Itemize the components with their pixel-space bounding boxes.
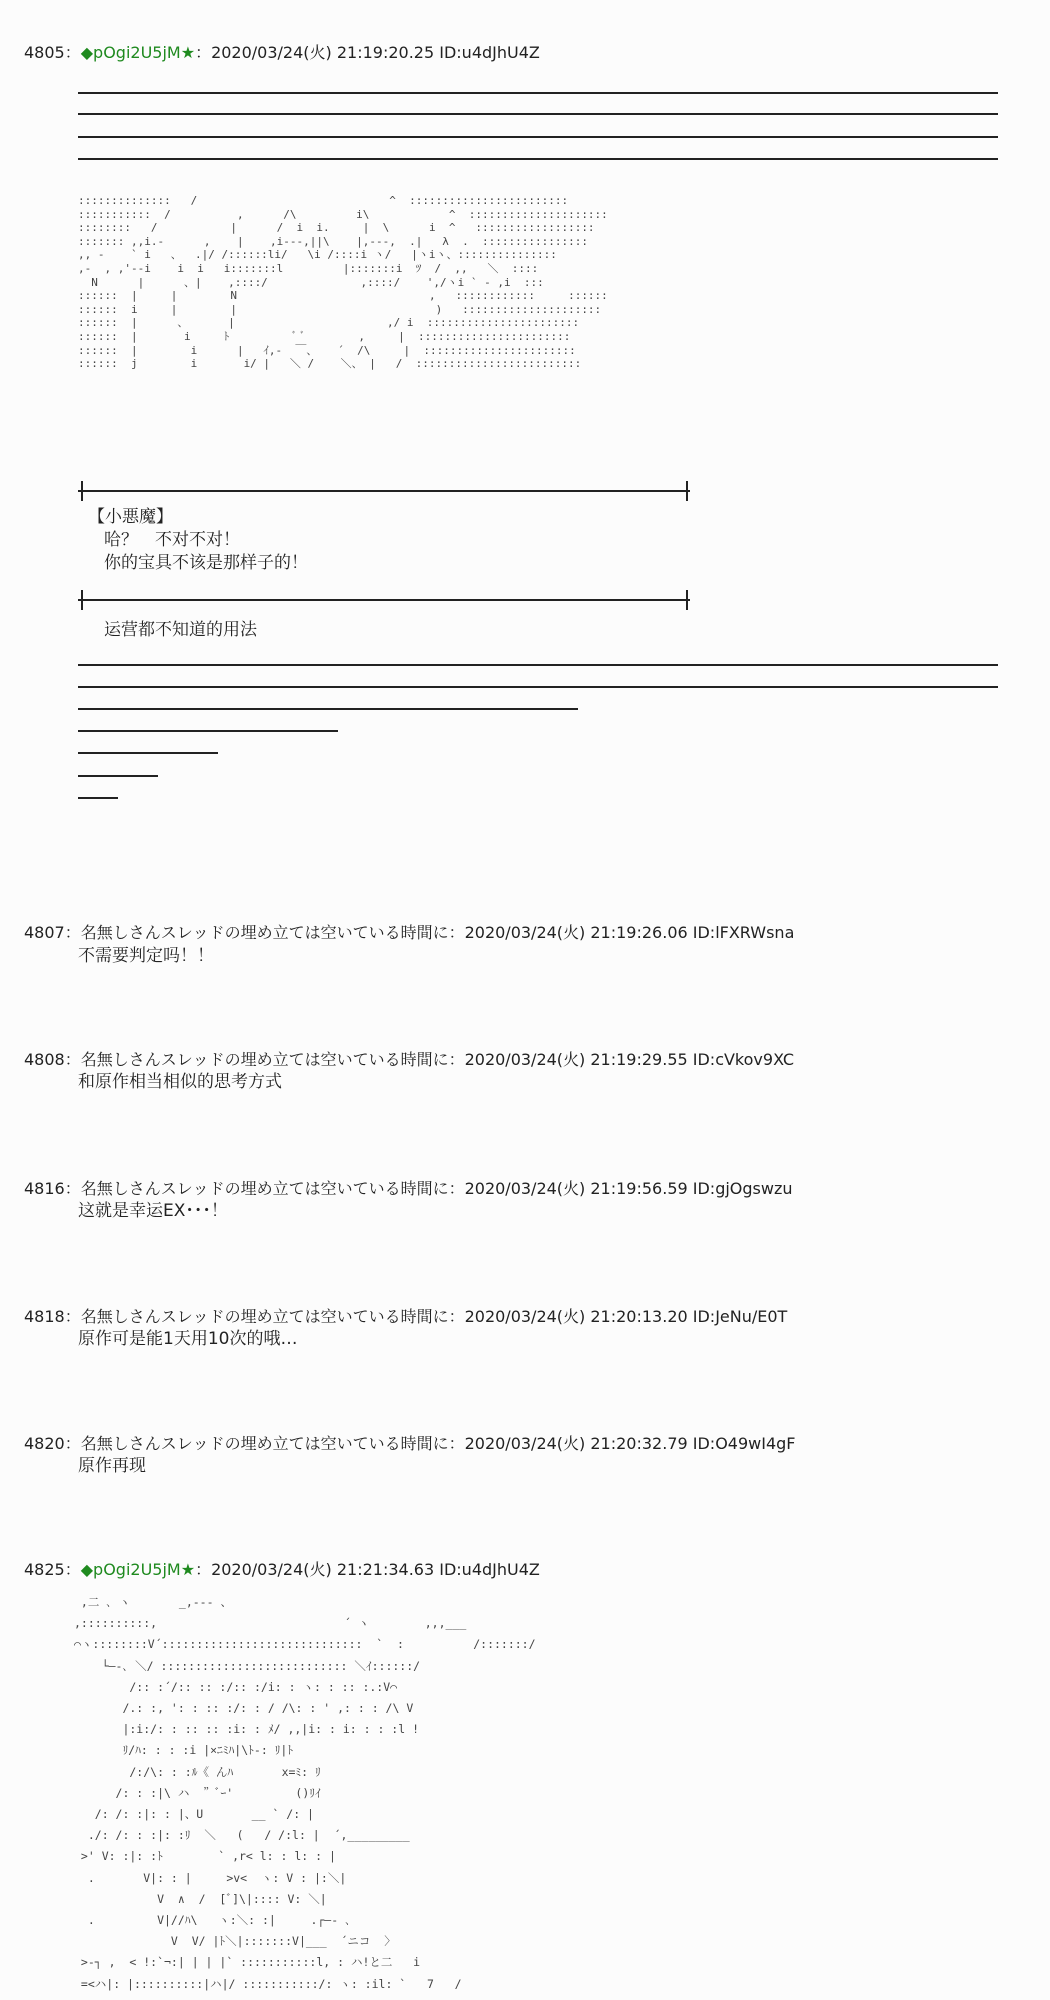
- separator-line: [78, 113, 998, 115]
- separator-line: [78, 730, 338, 732]
- separator-line: [78, 752, 218, 754]
- post-meta: ：2020/03/24(火) 21:20:32.79 ID:O49wI4gF: [448, 1434, 796, 1453]
- post-number[interactable]: 4818: [24, 1307, 65, 1326]
- author-name: 名無しさんスレッドの埋め立ては空いている時間に: [80, 1434, 449, 1453]
- separator-line: [78, 92, 998, 94]
- dialogue-line: 哈？ 不对不对！: [104, 530, 240, 550]
- star-icon: ★: [180, 1560, 196, 1579]
- post-number[interactable]: 4805: [24, 43, 65, 62]
- post-meta: ：2020/03/24(火) 21:20:13.20 ID:JeNu/E0T: [448, 1307, 788, 1326]
- post-number[interactable]: 4816: [24, 1179, 65, 1198]
- post-meta: ：2020/03/24(火) 21:19:26.06 ID:lFXRWsna: [448, 923, 795, 942]
- separator-line: [78, 136, 998, 138]
- post-header-4818: 4818：名無しさんスレッドの埋め立ては空いている時間に：2020/03/24(火) 21:20:13.20 ID:JeNu/E0T: [24, 1307, 788, 1326]
- author-trip: ◆pOgi2U5jM: [80, 43, 181, 62]
- post-meta: ：2020/03/24(火) 21:21:34.63 ID:u4dJhU4Z: [195, 1560, 540, 1579]
- ascii-art-panel: :::::::::::::: / ^ :::::::::::::::::::::::: ::::::::::: / , /\ i\ ^ ::::::::::::::::::::: :::::::: / | / i i. | \ i ^ :::::::::::::::::: ::::::: ,,i.- , | ,i---,||\ |,---, .| λ . :::::::::::::::: ,, - ` i 、 .|/ /::::::li/ \i /::::i ヽ/ |ヽiヽ、::::::::::::::: ,- , ,'--i i i i:::::::l |:::::::i ﾂ / ,, ＼ :::: N | 、| ,::::/ ,::::/ ',/ヽi ` - ,i ::: :::::: | | N , :::::::::::: :::::: :::::: i | | ) ::::::::::::::::::::: :::::: | 、 | ,/ i ::::::::::::::::::::::: :::::: | i ﾄ ﾞ ﾞ , | ::::::::::::::::::::::: :::::: | i | ｲ,- ￣、 ´ /\ | ::::::::::::::::::::::: :::::: j i i/ | ＼ / ＼、 | / :::::::::::::::::::::::::: [78, 194, 608, 371]
- separator-line: [78, 708, 578, 710]
- post-body: 不需要判定吗！！: [78, 946, 214, 966]
- post-header-4816: 4816：名無しさんスレッドの埋め立ては空いている時間に：2020/03/24(火) 21:19:56.59 ID:gjOgswzu: [24, 1179, 793, 1198]
- post-body: 原作再现: [78, 1456, 146, 1476]
- post-header-4825: 4825：◆pOgi2U5jM★：2020/03/24(火) 21:21:34.63 ID:u4dJhU4Z: [24, 1560, 540, 1579]
- author-name: 名無しさんスレッドの埋め立ては空いている時間に: [80, 923, 449, 942]
- ascii-art-character: ,二 ､ ヽ _,--- 、 ,::::::::::, ´ ヽ ,,,___ ⌒ヽ::::::::V´::::::::::::::::::::::::::::: ` : /:::::::/ └―-､ ＼/ ::::::::::::::::::::::::::: ＼ｲ::::::/ /:: :´/:: :: :/:: :/i: : ヽ: : :: :.:V⌒ /.: :, ': : :: :/: : / /\: : ' ,: : : /\ V |:i:/: : :: :: :i: : ﾒ/ ,,|i: : i: : : :l ! ﾘ/ﾊ: : : :i |×ﾆﾐﾊ|\ﾄ-: ﾘ|ﾄ /:/\: : :ﾙ《 んﾊ x=ﾐ: ﾘ /: : :|\ ハ ”ﾞｰ' ()ﾘｲ /: /: :|: : |、U __ ` /: | ./: /: : :|: :ﾘ ＼ ( / /:l: | ´,_________ >' V: :|: :ﾄ ` ,r< l: : l: : | . V|: : | >v< ヽ: V : |:＼| V ∧ / [ﾞ]\|:::: V: ＼| . V|//ﾊ\ ヽ:＼: :| .┌―- ､ V V/ |ﾄ＼|:::::::V|___ ´ニコ 〉 >-┐ , < !:`¬:| | | |` :::::::::::l, : ハ!と二 i =<ハ|: |::::::::::|ハ|/ :::::::::::/: ヽ: :il: ` 7 /: [74, 1595, 536, 1991]
- dialogue-box-border: [78, 490, 690, 492]
- box-corner: [686, 590, 688, 610]
- narration-text: 运营都不知道的用法: [104, 620, 257, 640]
- box-corner: [686, 481, 688, 501]
- separator-line: [78, 158, 998, 160]
- post-number[interactable]: 4808: [24, 1050, 65, 1069]
- post-body: 和原作相当相似的思考方式: [78, 1072, 282, 1092]
- box-corner: [81, 481, 83, 501]
- author-name: 名無しさんスレッドの埋め立ては空いている時間に: [80, 1179, 449, 1198]
- post-header-4808: 4808：名無しさんスレッドの埋め立ては空いている時間に：2020/03/24(火) 21:19:29.55 ID:cVkov9XC: [24, 1050, 795, 1069]
- post-number[interactable]: 4820: [24, 1434, 65, 1453]
- speaker-name: 【小悪魔】: [88, 507, 173, 527]
- post-header-4805: 4805：◆pOgi2U5jM★：2020/03/24(火) 21:19:20.25 ID:u4dJhU4Z: [24, 43, 540, 62]
- separator-line: [78, 797, 118, 799]
- post-meta: ：2020/03/24(火) 21:19:20.25 ID:u4dJhU4Z: [195, 43, 540, 62]
- post-meta: ：2020/03/24(火) 21:19:29.55 ID:cVkov9XC: [448, 1050, 795, 1069]
- author-name: 名無しさんスレッドの埋め立ては空いている時間に: [80, 1307, 449, 1326]
- dialogue-line: 你的宝具不该是那样子的！: [104, 553, 308, 573]
- post-header-4807: 4807：名無しさんスレッドの埋め立ては空いている時間に：2020/03/24(火) 21:19:26.06 ID:lFXRWsna: [24, 923, 795, 942]
- separator-line: [78, 775, 158, 777]
- dialogue-box-border: [78, 599, 690, 601]
- separator-line: [78, 664, 998, 666]
- post-meta: ：2020/03/24(火) 21:19:56.59 ID:gjOgswzu: [448, 1179, 793, 1198]
- box-corner: [81, 590, 83, 610]
- post-body: 原作可是能1天用10次的哦…: [78, 1329, 298, 1349]
- star-icon: ★: [180, 43, 196, 62]
- post-header-4820: 4820：名無しさんスレッドの埋め立ては空いている時間に：2020/03/24(火) 21:20:32.79 ID:O49wI4gF: [24, 1434, 796, 1453]
- author-trip: ◆pOgi2U5jM: [80, 1560, 181, 1579]
- post-body: 这就是幸运EX･･･！: [78, 1201, 228, 1221]
- author-name: 名無しさんスレッドの埋め立ては空いている時間に: [80, 1050, 449, 1069]
- post-number[interactable]: 4807: [24, 923, 65, 942]
- separator-line: [78, 686, 998, 688]
- post-number[interactable]: 4825: [24, 1560, 65, 1579]
